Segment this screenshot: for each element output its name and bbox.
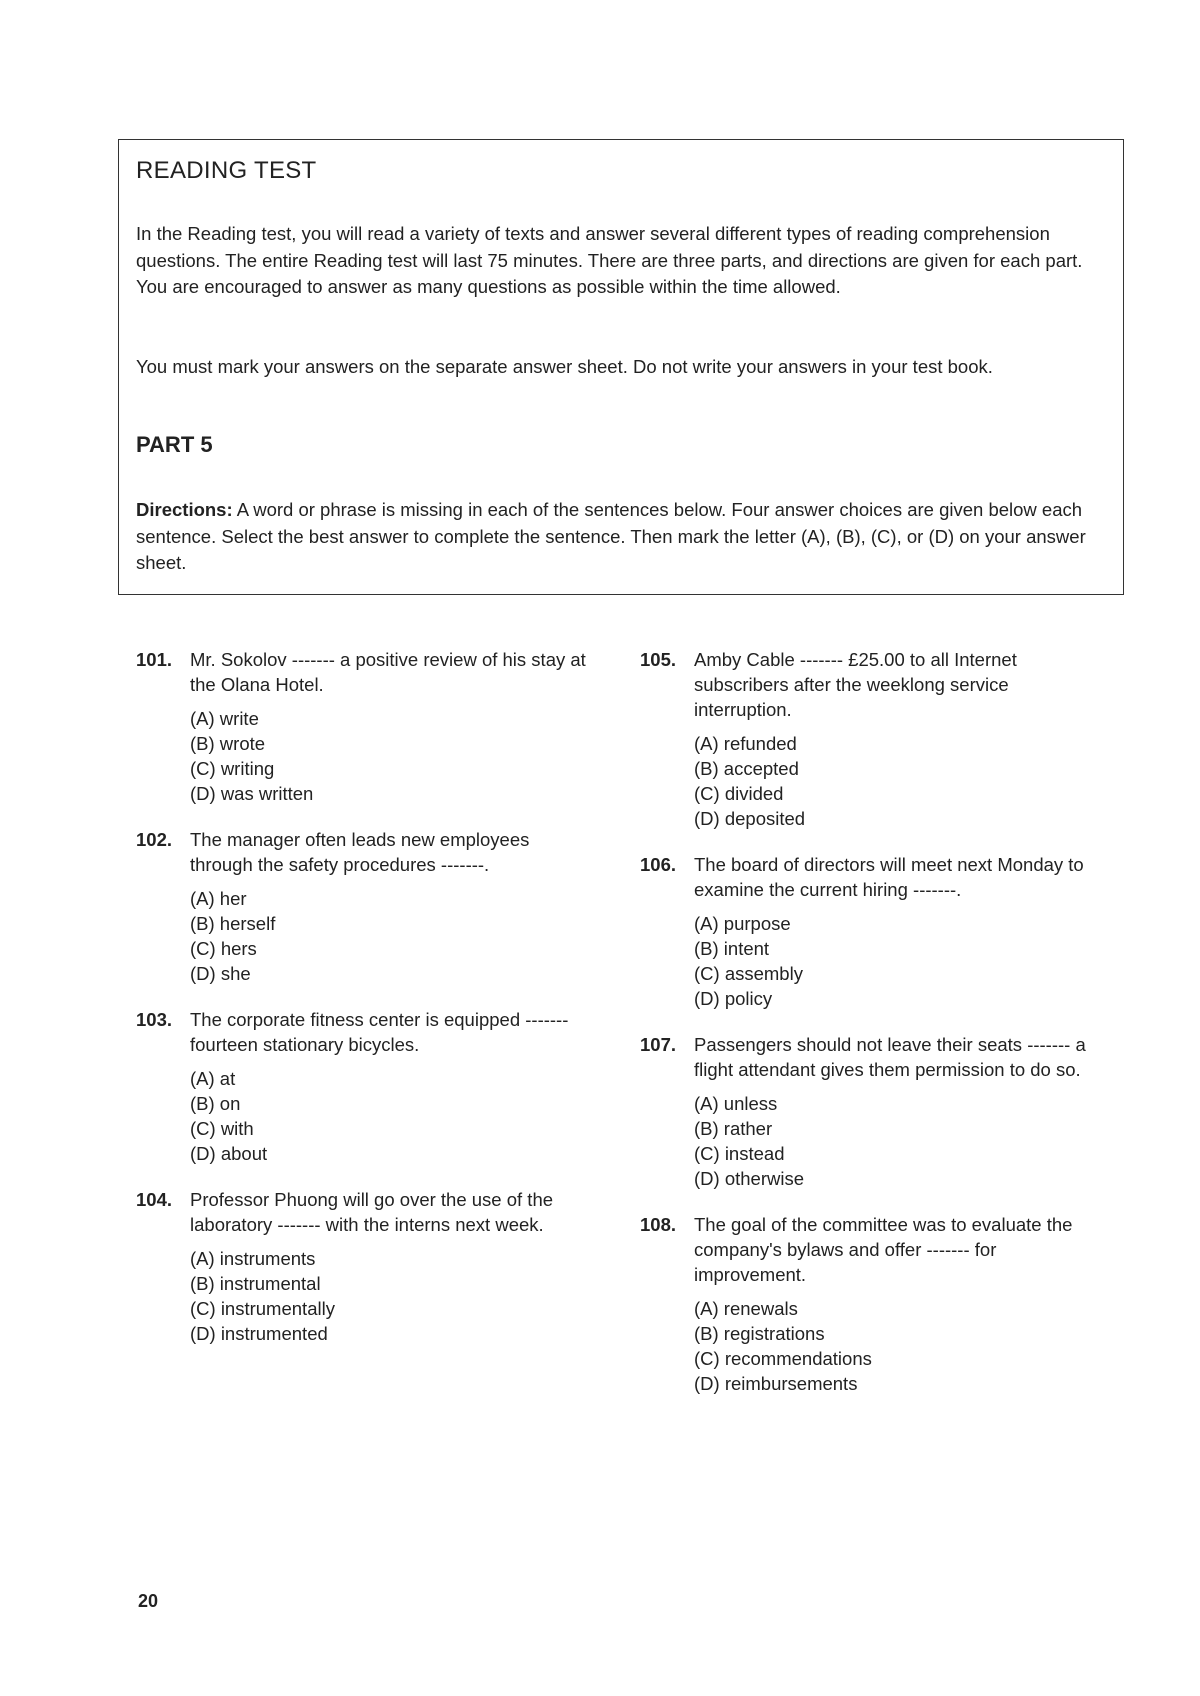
question-text: The manager often leads new employees through the safety procedures -------. bbox=[190, 829, 530, 875]
question-107 bbox=[640, 1032, 1100, 1191]
directions bbox=[136, 497, 1111, 577]
question-text: Amby Cable ------- £25.00 to all Internet subscribers after the weeklong service interruption. bbox=[694, 649, 1017, 720]
question-102 bbox=[136, 827, 586, 986]
option-d: (D) reimbursements bbox=[694, 1373, 858, 1394]
option-a: (A) write bbox=[190, 708, 259, 729]
option-c: (C) recommendations bbox=[694, 1348, 872, 1369]
option-b: (B) registrations bbox=[694, 1323, 825, 1344]
option-d: (D) otherwise bbox=[694, 1168, 804, 1189]
question-number: 101. bbox=[136, 649, 173, 670]
question-number: 107. bbox=[640, 1034, 677, 1055]
answer-options bbox=[694, 1296, 1100, 1396]
reading-test-title: READING TEST bbox=[136, 157, 317, 184]
answer-options bbox=[694, 731, 1100, 831]
answer-sheet-instruction: You must mark your answers on the separate answer sheet. Do not write your answers in your test book. bbox=[136, 356, 993, 377]
option-a: (A) purpose bbox=[694, 913, 791, 934]
option-b: (B) rather bbox=[694, 1118, 773, 1139]
option-a: (A) refunded bbox=[694, 733, 797, 754]
option-d: (D) she bbox=[190, 963, 251, 984]
question-number: 102. bbox=[136, 829, 173, 850]
part-title: PART 5 bbox=[136, 432, 213, 457]
question-number: 108. bbox=[640, 1214, 677, 1235]
questions-right-column bbox=[640, 647, 1100, 1396]
directions-label: Directions: bbox=[136, 499, 233, 520]
option-b: (B) wrote bbox=[190, 733, 266, 754]
question-103 bbox=[136, 1007, 586, 1166]
option-d: (D) instrumented bbox=[190, 1323, 328, 1344]
option-d: (D) deposited bbox=[694, 808, 806, 829]
option-d: (D) about bbox=[190, 1143, 268, 1164]
intro-paragraph: In the Reading test, you will read a variety of texts and answer several different types of reading comprehension questions. The entire Reading test will last 75 minutes. There are three parts, and directions are given for each part. You are encouraged to answer as many questions as possible within the time allowed. bbox=[136, 223, 1083, 297]
option-d: (D) policy bbox=[694, 988, 773, 1009]
option-a: (A) at bbox=[190, 1068, 236, 1089]
directions-text: A word or phrase is missing in each of the sentences below. Four answer choices are given below each sentence. Select the best answer to complete the sentence. Then mark the letter (A), (B), (C), or (D) on your answer sheet. bbox=[136, 499, 1086, 573]
question-101 bbox=[136, 647, 586, 806]
question-number: 106. bbox=[640, 854, 677, 875]
question-number: 105. bbox=[640, 649, 677, 670]
option-a: (A) renewals bbox=[694, 1298, 798, 1319]
question-text: The goal of the committee was to evaluate the company's bylaws and offer ------- for improvement. bbox=[694, 1214, 1073, 1285]
answer-options bbox=[190, 1246, 586, 1346]
answer-options bbox=[190, 1066, 586, 1166]
question-text: Professor Phuong will go over the use of the laboratory ------- with the interns next week. bbox=[190, 1189, 554, 1235]
option-c: (C) instrumentally bbox=[190, 1298, 335, 1319]
question-text: Mr. Sokolov ------- a positive review of his stay at the Olana Hotel. bbox=[190, 649, 586, 695]
question-104 bbox=[136, 1187, 586, 1346]
option-b: (B) intent bbox=[694, 938, 770, 959]
question-105 bbox=[640, 647, 1100, 831]
option-c: (C) writing bbox=[190, 758, 275, 779]
option-c: (C) assembly bbox=[694, 963, 803, 984]
question-number: 103. bbox=[136, 1009, 173, 1030]
option-a: (A) her bbox=[190, 888, 247, 909]
option-c: (C) hers bbox=[190, 938, 257, 959]
option-a: (A) instruments bbox=[190, 1248, 316, 1269]
question-text: The corporate fitness center is equipped ------- fourteen stationary bicycles. bbox=[190, 1009, 569, 1055]
question-108 bbox=[640, 1212, 1100, 1396]
answer-options bbox=[190, 706, 586, 806]
option-c: (C) divided bbox=[694, 783, 784, 804]
option-b: (B) herself bbox=[190, 913, 276, 934]
option-b: (B) instrumental bbox=[190, 1273, 321, 1294]
answer-options bbox=[694, 911, 1100, 1011]
option-d: (D) was written bbox=[190, 783, 314, 804]
question-106 bbox=[640, 852, 1100, 1011]
option-c: (C) instead bbox=[694, 1143, 785, 1164]
option-a: (A) unless bbox=[694, 1093, 778, 1114]
questions-left-column bbox=[136, 647, 586, 1346]
question-text: The board of directors will meet next Monday to examine the current hiring -------. bbox=[694, 854, 1084, 900]
answer-options bbox=[694, 1091, 1100, 1191]
question-number: 104. bbox=[136, 1189, 173, 1210]
option-b: (B) accepted bbox=[694, 758, 799, 779]
answer-options bbox=[190, 886, 586, 986]
option-b: (B) on bbox=[190, 1093, 241, 1114]
option-c: (C) with bbox=[190, 1118, 254, 1139]
page-number: 20 bbox=[138, 1591, 159, 1611]
question-text: Passengers should not leave their seats ------- a flight attendant gives them permission to do so. bbox=[694, 1034, 1086, 1080]
